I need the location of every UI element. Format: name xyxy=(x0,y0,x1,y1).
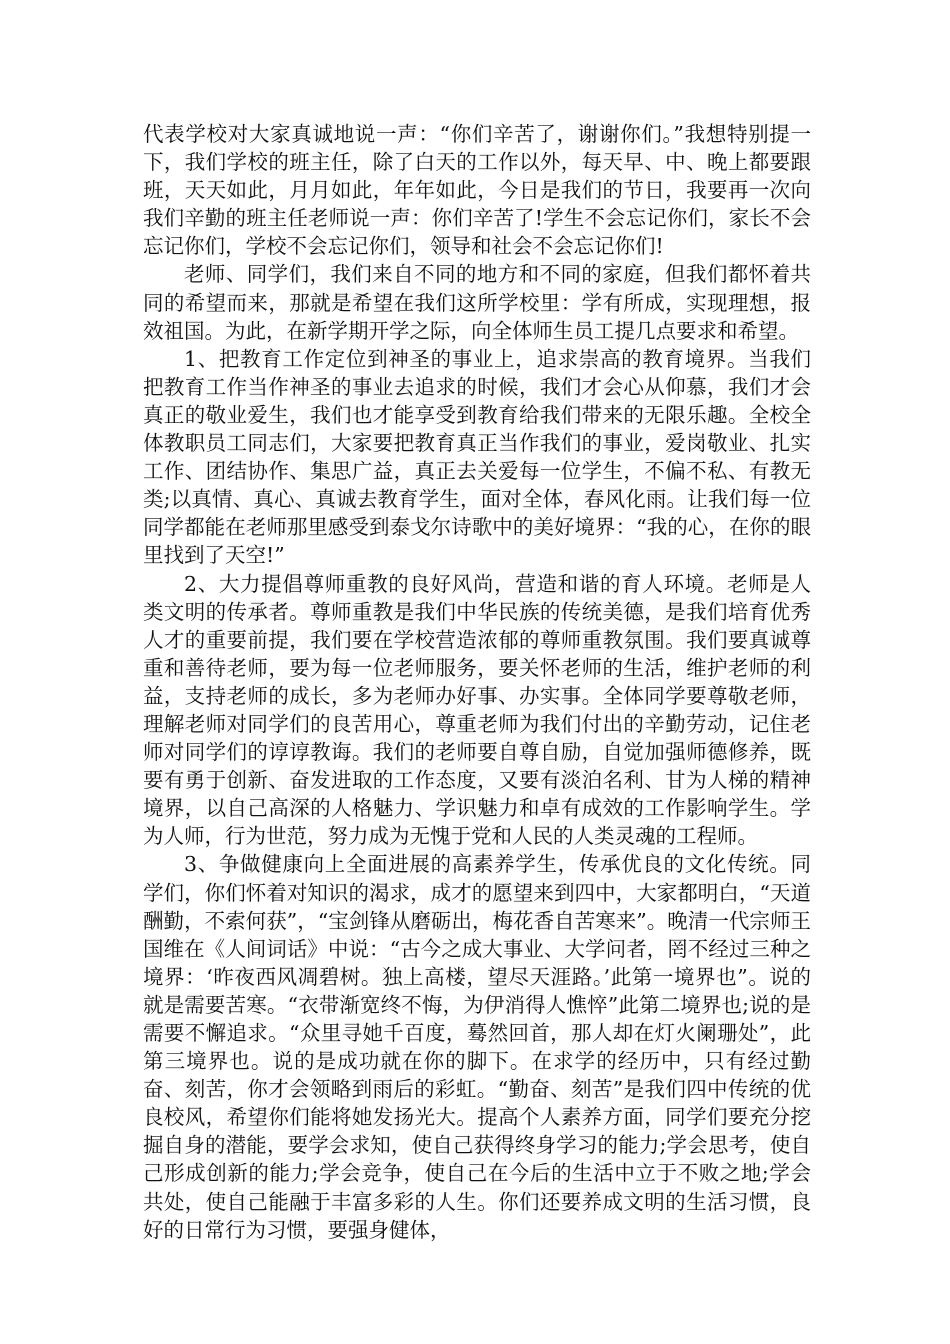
paragraph-3: 1、把教育工作定位到神圣的事业上，追求崇高的教育境界。当我们把教育工作当作神圣的事业去追求的时候，我们才会心从仰慕，我们才会真正的敬业爱生，我们也才能享受到教育给我们带来的无限乐趣。全校全体教职员工同志们，大家要把教育真正当作我们的事业，爱岗敬业、扎实工作、团结协作、集思广益，真正去关爱每一位学生，不偏不私、有教无类;以真情、真心、真诚去教育学生，面对全体，春风化雨。让我们每一位同学都能在老师那里感受到泰戈尔诗歌中的美好境界：“我的心，在你的眼里找到了天空!” xyxy=(143,346,811,568)
paragraph-5: 3、争做健康向上全面进展的高素养学生，传承优良的文化传统。同学们，你们怀着对知识的渴求，成才的愿望来到四中，大家都明白，“天道酬勤，不索何获”，“宝剑锋从磨砺出，梅花香自苦寒来”。晚清一代宗师王国维在《人间词话》中说：“古今之成大事业、大学问者，罔不经过三种之境界：‘昨夜西风凋碧树。独上高楼，望尽天涯路。’此第一境界也”。说的就是需要苦寒。“衣带渐宽终不悔，为伊消得人憔悴”此第二境界也;说的是需要不懈追求。“众里寻她千百度，蓦然回首，那人却在灯火阑珊处”，此第三境界也。说的是成功就在你的脚下。在求学的经历中，只有经过勤奋、刻苦，你才会领略到雨后的彩虹。“勤奋、刻苦”是我们四中传统的优良校风，希望你们能将她发扬光大。提高个人素养方面，同学们要充分挖掘自身的潜能，要学会求知，使自己获得终身学习的能力;学会思考，使自己形成创新的能力;学会竞争，使自己在今后的生活中立于不败之地;学会共处，使自己能融于丰富多彩的人生。你们还要养成文明的生活习惯，良好的日常行为习惯，要强身健体， xyxy=(143,852,811,1242)
paragraph-2: 老师、同学们，我们来自不同的地方和不同的家庭，但我们都怀着共同的希望而来，那就是希望在我们这所学校里：学有所成，实现理想，报效祖国。为此，在新学期开学之际，向全体师生员工提几点要求和希望。 xyxy=(143,262,811,343)
document-body xyxy=(143,120,811,1244)
paragraph-4: 2、大力提倡尊师重教的良好风尚，营造和谐的育人环境。老师是人类文明的传承者。尊师重教是我们中华民族的传统美德，是我们培育优秀人才的重要前提，我们要在学校营造浓郁的尊师重教氛围。我们要真诚尊重和善待老师，要为每一位老师服务，要关怀老师的生活，维护老师的利益，支持老师的成长，多为老师办好事、办实事。全体同学要尊敬老师，理解老师对同学们的良苦用心，尊重老师为我们付出的辛勤劳动，记住老师对同学们的谆谆教诲。我们的老师要自尊自励，自觉加强师德修养，既要有勇于创新、奋发进取的工作态度，又要有淡泊名利、甘为人梯的精神境界，以自己高深的人格魅力、学识魅力和卓有成效的工作影响学生。学为人师，行为世范，努力成为无愧于党和人民的人类灵魂的工程师。 xyxy=(143,571,811,849)
paragraph-1: 代表学校对大家真诚地说一声：“你们辛苦了，谢谢你们。”我想特别提一下，我们学校的班主任，除了白天的工作以外，每天早、中、晚上都要跟班，天天如此，月月如此，年年如此，今日是我们的节日，我要再一次向我们辛勤的班主任老师说一声：你们辛苦了!学生不会忘记你们，家长不会忘记你们，学校不会忘记你们，领导和社会不会忘记你们! xyxy=(143,122,811,259)
